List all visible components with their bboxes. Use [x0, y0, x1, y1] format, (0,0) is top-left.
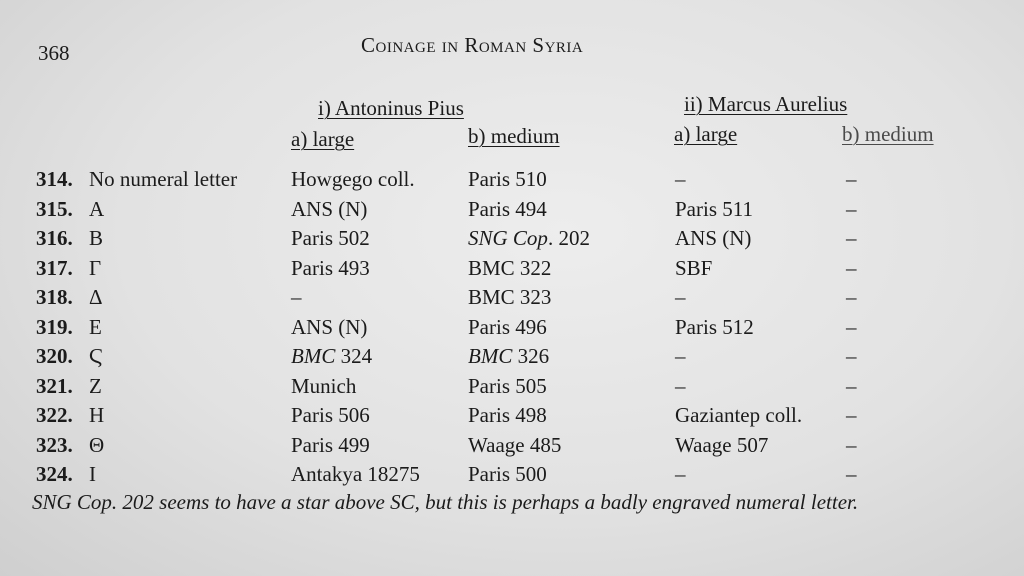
- antoninus-large-cell: Antakya 18275: [291, 462, 420, 486]
- antoninus-large-cell-italic-part: BMC: [291, 344, 336, 368]
- marcus-medium-cell: –: [846, 432, 857, 457]
- antoninus-medium-cell: Waage 485: [468, 432, 562, 457]
- antoninus-large-cell: Paris 506: [291, 403, 370, 427]
- table-row: [0, 285, 1024, 315]
- marcus-large-cell: SBF: [675, 255, 713, 280]
- numeral-letter: No numeral letter: [89, 167, 238, 191]
- marcus-medium-cell: –: [846, 403, 857, 427]
- antoninus-medium-cell-italic-part: BMC: [468, 344, 513, 368]
- antoninus-large-cell: Paris 493: [291, 255, 370, 280]
- numeral-letter: Ε: [89, 314, 102, 339]
- antoninus-medium-cell-rest-part: . 202: [547, 226, 590, 250]
- numeral-letter: Ι: [89, 462, 96, 486]
- antoninus-medium-cell: [468, 226, 590, 251]
- column-heading-antoninus-large: a) large: [291, 127, 355, 151]
- table-row: [0, 226, 1024, 256]
- table-row: [0, 256, 1024, 286]
- antoninus-large-cell: Paris 499: [291, 432, 370, 457]
- numeral-letter: Θ: [89, 432, 105, 457]
- marcus-medium-cell: –: [846, 373, 857, 398]
- marcus-large-cell: Waage 507: [675, 432, 769, 457]
- marcus-large-cell: Paris 512: [675, 314, 754, 339]
- marcus-large-cell: ANS (N): [675, 226, 752, 250]
- antoninus-large-cell-rest-part: 324: [335, 344, 373, 368]
- antoninus-large-cell: Paris 502: [291, 226, 370, 250]
- table-row: [0, 403, 1024, 433]
- table-row: [0, 374, 1024, 404]
- antoninus-large-cell: ANS (N): [291, 196, 368, 221]
- marcus-large-cell: Gaziantep coll.: [675, 403, 803, 427]
- marcus-large-cell: –: [675, 344, 686, 368]
- antoninus-large-cell: –: [291, 285, 302, 309]
- marcus-medium-cell: –: [846, 285, 857, 309]
- marcus-large-cell: –: [675, 462, 686, 486]
- numeral-letter: Ζ: [89, 373, 102, 398]
- table-row: [0, 344, 1024, 374]
- marcus-medium-cell: –: [846, 462, 857, 486]
- column-heading-antoninus-medium: b) medium: [468, 124, 560, 148]
- marcus-medium-cell: –: [846, 167, 857, 191]
- marcus-large-cell: –: [675, 167, 686, 191]
- row-number: 324.: [36, 462, 73, 486]
- numeral-letter: Δ: [89, 285, 103, 309]
- table-row: [0, 433, 1024, 463]
- page-number: 368: [38, 41, 70, 65]
- column-heading-marcus-medium: b) medium: [842, 122, 934, 146]
- antoninus-medium-cell: Paris 510: [468, 167, 547, 191]
- antoninus-large-cell: ANS (N): [291, 314, 368, 339]
- row-number: 318.: [36, 285, 73, 309]
- row-number: 315.: [36, 196, 73, 221]
- antoninus-large-cell: Howgego coll.: [291, 167, 415, 191]
- antoninus-medium-cell: Paris 494: [468, 196, 547, 221]
- row-number: 322.: [36, 403, 73, 427]
- group-heading-antoninus-pius: i) Antoninus Pius: [318, 96, 464, 120]
- marcus-medium-cell: –: [846, 344, 857, 368]
- antoninus-medium-cell: [468, 344, 549, 369]
- marcus-large-cell: Paris 511: [675, 196, 753, 221]
- numeral-letter: Ϛ: [89, 344, 104, 368]
- row-number: 321.: [36, 373, 73, 398]
- table-row: [0, 315, 1024, 345]
- marcus-medium-cell: –: [846, 196, 857, 221]
- antoninus-medium-cell: BMC 322: [468, 255, 552, 280]
- running-head: Coinage in Roman Syria: [361, 33, 584, 57]
- numeral-letter: Γ: [89, 255, 102, 280]
- row-number: 314.: [36, 167, 73, 191]
- marcus-large-cell: –: [675, 285, 686, 309]
- antoninus-large-cell: Munich: [291, 373, 357, 398]
- footnote: SNG Cop. 202 seems to have a star above SC, but this is perhaps a badly engraved numeral letter.: [32, 490, 859, 514]
- table-row: [0, 167, 1024, 197]
- row-number: 319.: [36, 314, 73, 339]
- antoninus-medium-cell-italic-part: SNG Cop: [468, 226, 548, 250]
- group-heading-marcus-aurelius: ii) Marcus Aurelius: [684, 92, 848, 116]
- table-row: [0, 197, 1024, 227]
- antoninus-medium-cell: Paris 498: [468, 403, 547, 427]
- row-number: 323.: [36, 432, 73, 457]
- row-number: 317.: [36, 255, 73, 280]
- antoninus-medium-cell: BMC 323: [468, 285, 552, 309]
- antoninus-medium-cell: Paris 500: [468, 462, 547, 486]
- antoninus-medium-cell-rest-part: 326: [512, 344, 550, 368]
- antoninus-large-cell: [291, 344, 372, 369]
- marcus-medium-cell: –: [846, 314, 857, 339]
- column-heading-marcus-large: a) large: [674, 122, 738, 146]
- row-number: 316.: [36, 226, 73, 250]
- row-number: 320.: [36, 344, 73, 368]
- numeral-letter: Β: [89, 226, 104, 250]
- marcus-medium-cell: –: [846, 255, 857, 280]
- antoninus-medium-cell: Paris 505: [468, 373, 547, 398]
- numeral-letter: Η: [89, 403, 105, 427]
- marcus-large-cell: –: [675, 373, 686, 398]
- marcus-medium-cell: –: [846, 226, 857, 250]
- antoninus-medium-cell: Paris 496: [468, 314, 547, 339]
- numeral-letter: Α: [89, 196, 105, 221]
